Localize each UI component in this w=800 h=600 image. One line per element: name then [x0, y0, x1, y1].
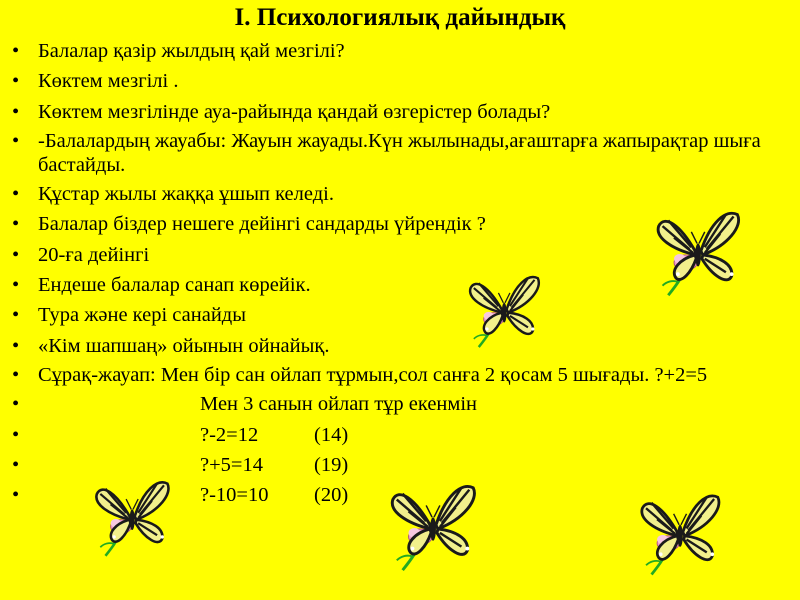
list-item: • Көктем мезгілі . — [0, 68, 800, 94]
list-item: • 20-ға дейінгі — [0, 242, 800, 268]
butterfly-on-flower-icon — [380, 478, 488, 576]
equation-answer: (20) — [314, 484, 349, 507]
list-item: • Құстар жылы жаққа ұшып келеді. — [0, 181, 800, 207]
equation-expression: ?+5=14 — [200, 453, 263, 476]
list-item: • Тура және кері санайды — [0, 302, 800, 328]
list-item: • «Кім шапшаң» ойынын ойнайық. — [0, 333, 800, 359]
butterfly-on-flower-icon — [650, 205, 748, 301]
equation-item — [0, 422, 800, 448]
list-item: • Сұрақ-жауап: Мен бір сан ойлап тұрмын,сол санға 2 қосам 5 шығады. ?+2=5 — [0, 363, 800, 387]
equation-answer: (14) — [314, 423, 349, 446]
butterfly-on-flower-icon — [90, 472, 176, 564]
butterfly-on-flower-icon — [635, 486, 727, 582]
equation-expression: ?-2=12 — [200, 423, 259, 446]
slide-title: I. Психологиялық дайындық — [234, 4, 566, 31]
list-item: • -Балалардың жауабы: Жауын жауады.Күн жылынады,ағаштарға жапырақтар шыға бастайды. — [0, 129, 800, 177]
butterfly-on-flower-icon — [460, 270, 550, 352]
list-item: • Балалар біздер нешеге дейінгі сандарды үйрендік ? — [0, 211, 800, 237]
list-item: • Мен 3 санын ойлап тұр екенмін — [0, 391, 800, 417]
list-item: • Көктем мезгілінде ауа-райында қандай өзгерістер болады? — [0, 99, 800, 125]
equation-answer: (19) — [314, 453, 349, 476]
equation-expression: ?-10=10 — [200, 484, 269, 507]
list-item: • Балалар қазір жылдың қай мезгілі? — [0, 38, 800, 64]
list-item: • Ендеше балалар санап көрейік. — [0, 272, 800, 298]
